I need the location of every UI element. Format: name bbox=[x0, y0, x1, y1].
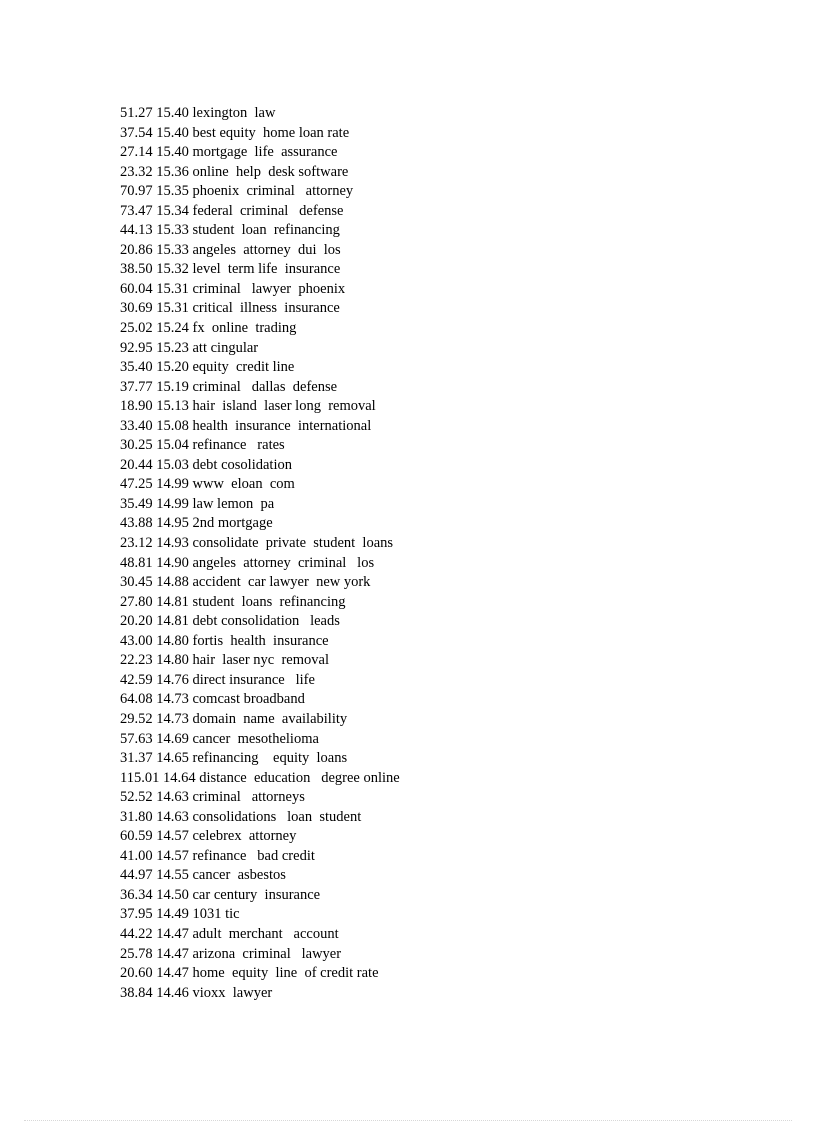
list-item: 43.88 14.95 2nd mortgage bbox=[120, 515, 273, 532]
list-item: 27.14 15.40 mortgage life assurance bbox=[120, 144, 338, 161]
list-item: 35.49 14.99 law lemon pa bbox=[120, 495, 275, 512]
list-item: 20.44 15.03 debt cosolidation bbox=[120, 456, 292, 473]
list-item: 44.97 14.55 cancer asbestos bbox=[120, 867, 286, 884]
list-item: 51.27 15.40 lexington law bbox=[120, 105, 276, 121]
list-item: 23.32 15.36 online help desk software bbox=[120, 163, 349, 180]
list-item: 64.08 14.73 comcast broadband bbox=[120, 691, 305, 708]
list-item: 47.25 14.99 www eloan com bbox=[120, 476, 295, 493]
list-item: 37.54 15.40 best equity home loan rate bbox=[120, 124, 350, 141]
list-item: 20.60 14.47 home equity line of credit rate bbox=[120, 965, 379, 982]
list-item: 57.63 14.69 cancer mesothelioma bbox=[120, 730, 319, 747]
list-item: 73.47 15.34 federal criminal defense bbox=[120, 202, 344, 219]
list-item: 37.77 15.19 criminal dallas defense bbox=[120, 378, 338, 395]
list-item: 37.95 14.49 1031 tic bbox=[120, 906, 240, 923]
list-item: 41.00 14.57 refinance bad credit bbox=[120, 847, 315, 864]
list-item: 44.22 14.47 adult merchant account bbox=[120, 925, 339, 942]
list-item: 20.20 14.81 debt consolidation leads bbox=[120, 613, 340, 630]
list-item: 20.86 15.33 angeles attorney dui los bbox=[120, 241, 341, 258]
keyword-list bbox=[120, 104, 400, 1003]
page-bottom-edge bbox=[24, 1120, 792, 1121]
list-item: 44.13 15.33 student loan refinancing bbox=[120, 222, 340, 239]
list-item: 31.80 14.63 consolidations loan student bbox=[120, 808, 362, 825]
list-item: 115.01 14.64 distance education degree online bbox=[120, 769, 400, 786]
list-item: 25.02 15.24 fx online trading bbox=[120, 320, 297, 337]
list-item: 29.52 14.73 domain name availability bbox=[120, 710, 348, 727]
list-item: 27.80 14.81 student loans refinancing bbox=[120, 593, 346, 610]
list-item: 33.40 15.08 health insurance international bbox=[120, 417, 372, 434]
list-item: 52.52 14.63 criminal attorneys bbox=[120, 789, 305, 806]
list-item: 30.45 14.88 accident car lawyer new york bbox=[120, 574, 371, 591]
list-item: 43.00 14.80 fortis health insurance bbox=[120, 632, 329, 649]
list-item: 18.90 15.13 hair island laser long removal bbox=[120, 398, 376, 415]
list-item: 25.78 14.47 arizona criminal lawyer bbox=[120, 945, 342, 962]
list-item: 22.23 14.80 hair laser nyc removal bbox=[120, 652, 329, 669]
list-item: 30.25 15.04 refinance rates bbox=[120, 437, 285, 454]
list-item: 38.50 15.32 level term life insurance bbox=[120, 261, 341, 278]
list-item: 60.59 14.57 celebrex attorney bbox=[120, 828, 297, 845]
list-item: 42.59 14.76 direct insurance life bbox=[120, 671, 315, 688]
list-item: 38.84 14.46 vioxx lawyer bbox=[120, 984, 273, 1001]
list-item: 60.04 15.31 criminal lawyer phoenix bbox=[120, 280, 346, 297]
list-item: 35.40 15.20 equity credit line bbox=[120, 359, 295, 376]
list-item: 30.69 15.31 critical illness insurance bbox=[120, 300, 340, 317]
list-item: 70.97 15.35 phoenix criminal attorney bbox=[120, 183, 354, 200]
list-item: 48.81 14.90 angeles attorney criminal los bbox=[120, 554, 375, 571]
list-item: 36.34 14.50 car century insurance bbox=[120, 886, 321, 903]
list-item: 92.95 15.23 att cingular bbox=[120, 339, 259, 356]
list-item: 31.37 14.65 refinancing equity loans bbox=[120, 750, 348, 767]
list-item: 23.12 14.93 consolidate private student loans bbox=[120, 535, 394, 552]
